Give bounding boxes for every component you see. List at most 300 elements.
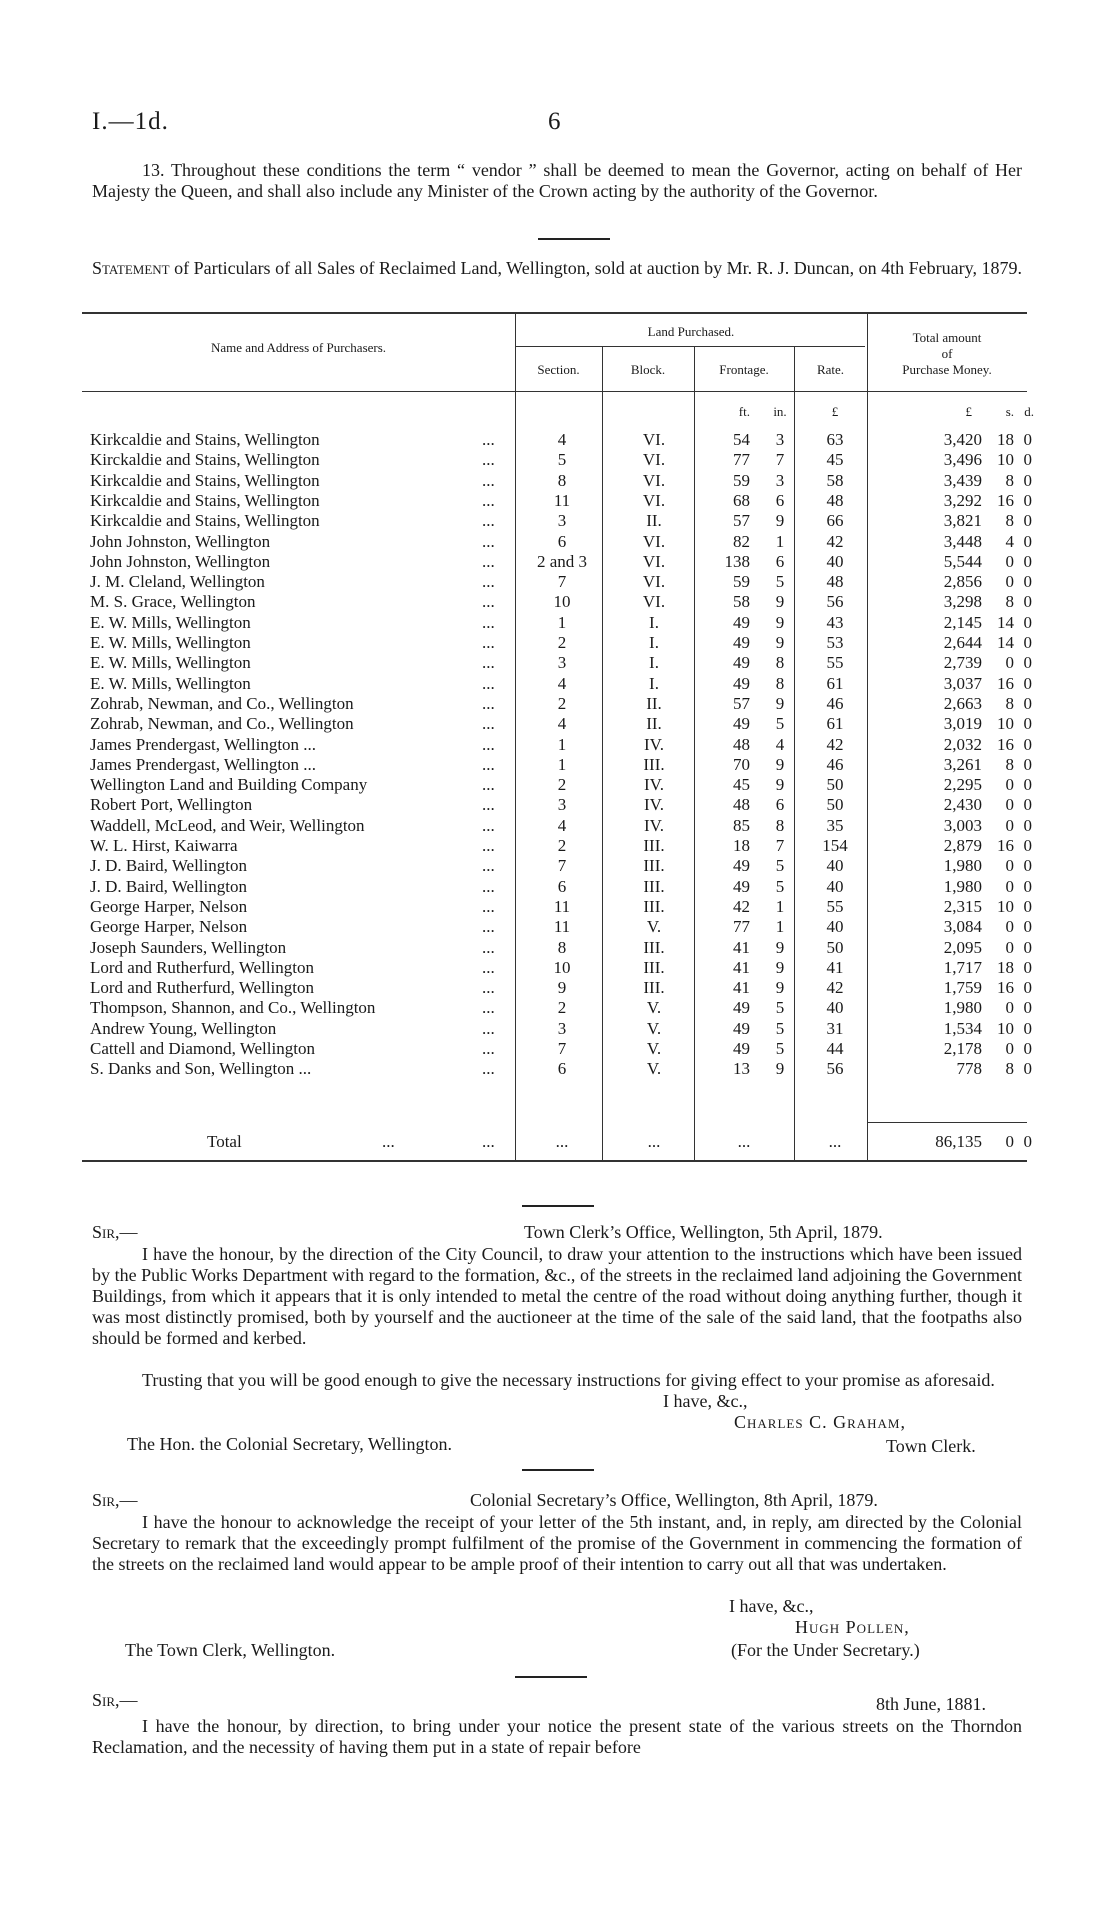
rate-cell: 40 (826, 856, 844, 876)
rate-cell: 48 (826, 572, 844, 592)
pence-cell: 0 (1023, 1018, 1032, 1038)
table-row (82, 714, 1032, 734)
table-row (82, 1018, 1032, 1039)
pence-cell: 0 (1023, 795, 1032, 815)
leader-dots: ... (482, 957, 495, 977)
frontage-ft-cell: 45 (733, 775, 750, 795)
frontage-ft-cell: 57 (733, 511, 750, 531)
frontage-in-cell: 8 (775, 673, 785, 693)
table-row (82, 693, 1032, 714)
table-row (82, 1039, 1032, 1059)
table-row (82, 775, 1032, 795)
pounds-cell: 1,980 (943, 876, 982, 896)
leader-dots: ... (482, 876, 495, 896)
table-row (82, 876, 1032, 897)
leader-dots: ... (482, 470, 495, 490)
frontage-ft-cell: 70 (733, 754, 750, 774)
block-cell: III. (643, 957, 665, 977)
block-cell: V. (646, 1018, 662, 1038)
table-row (82, 450, 1032, 470)
header-total-1: Total amount (912, 330, 982, 345)
block-cell: III. (643, 754, 665, 774)
leader-dots: ... (482, 531, 495, 551)
frontage-in-cell: 9 (775, 937, 785, 957)
leader-dots: ... (482, 673, 495, 693)
section-cell: 2 and 3 (536, 551, 588, 571)
shillings-cell: 0 (1005, 775, 1014, 795)
frontage-in-cell: 9 (775, 693, 785, 713)
rate-cell: 46 (826, 754, 844, 774)
leader-dots: ... (482, 714, 495, 734)
leader-dots: ... (482, 917, 495, 937)
letter3-date: 8th June, 1881. (876, 1694, 986, 1714)
pounds-cell: 3,821 (943, 511, 982, 531)
purchaser-name: J. D. Baird, Wellington (90, 856, 247, 876)
block-cell: III. (643, 836, 665, 855)
table-row (82, 815, 1032, 836)
letter3-salutation: Sir,— (92, 1690, 138, 1710)
frontage-ft-cell: 138 (724, 551, 750, 571)
header-bottom-rule (82, 391, 1027, 392)
section-cell: 2 (557, 775, 567, 795)
table-row (82, 592, 1032, 612)
rate-cell: 43 (826, 612, 844, 632)
shillings-cell: 0 (1005, 572, 1014, 592)
block-cell: V. (646, 1059, 662, 1079)
letter1-title: Town Clerk. (886, 1436, 976, 1456)
table-row (82, 511, 1032, 531)
block-cell: IV. (644, 734, 664, 754)
block-cell: III. (643, 896, 665, 916)
frontage-ft-cell: 49 (733, 714, 750, 734)
unit-in: in. (773, 404, 787, 419)
block-cell: III. (643, 978, 665, 998)
frontage-ft-cell: 42 (733, 896, 750, 916)
rate-cell: 44 (826, 1039, 844, 1058)
pence-cell: 0 (1023, 856, 1032, 876)
frontage-in-cell: 6 (775, 795, 785, 815)
leader-dots: ... (482, 1059, 495, 1079)
leader-dots: ... (482, 1018, 495, 1038)
leader-dots: ... (482, 1039, 495, 1058)
shillings-cell: 8 (1005, 1059, 1014, 1079)
pence-cell: 0 (1023, 673, 1032, 693)
purchaser-name: James Prendergast, Wellington ... (90, 754, 317, 774)
section-cell: 1 (557, 612, 567, 632)
header-frontage: Frontage. (719, 362, 769, 377)
pounds-cell: 3,003 (943, 815, 982, 835)
letter3-body: I have the honour, by direction, to bring under your notice the present state of the various streets on the Thorndon Reclamation, and the necessity of having them put in a state of repair before (92, 1716, 1022, 1757)
section-cell: 6 (557, 1059, 567, 1079)
frontage-ft-cell: 49 (733, 612, 750, 632)
letter1-body-2: Trusting that you will be good enough to give the necessary instructions for giving effect to your promise as aforesaid. (142, 1370, 995, 1390)
frontage-ft-cell: 41 (733, 957, 750, 977)
purchaser-name: Thompson, Shannon, and Co., Wellington (90, 998, 376, 1018)
pence-cell: 0 (1023, 653, 1032, 673)
pounds-cell: 3,496 (943, 450, 982, 470)
shillings-cell: 16 (997, 978, 1014, 998)
rate-cell: 40 (826, 917, 844, 937)
total-shillings: 0 (1005, 1132, 1014, 1151)
total-block-blank: ... (647, 1132, 661, 1151)
pounds-cell: 2,178 (943, 1039, 982, 1058)
pence-cell: 0 (1023, 937, 1032, 957)
table-row (82, 734, 1032, 755)
statement-title (92, 258, 1022, 279)
rate-cell: 55 (826, 896, 844, 916)
frontage-ft-cell: 49 (733, 856, 750, 876)
rate-cell: 40 (826, 876, 844, 896)
purchaser-name: Joseph Saunders, Wellington (90, 937, 287, 957)
unit-shillings: s. (1005, 404, 1014, 419)
frontage-in-cell: 4 (775, 734, 785, 754)
frontage-ft-cell: 49 (733, 653, 750, 673)
frontage-in-cell: 8 (775, 815, 785, 835)
pence-cell: 0 (1023, 1059, 1032, 1079)
letter2-signature: Hugh Pollen, (795, 1617, 910, 1637)
table-bottom-rule (82, 1160, 1027, 1162)
pence-cell: 0 (1023, 917, 1032, 937)
section-cell: 2 (557, 693, 567, 713)
section-cell: 11 (553, 490, 571, 510)
letter1-body: I have the honour, by the direction of the City Council, to draw your attention to the instructions which have been issued by the Public Works Department with regard to the formation, &c., of the streets in the reclaimed land adjoining the Government Buildings, from which it appears that it is only intended to metal the centre of the road without doing anything further, though it was most distinctly promised, both by yourself and the auctioneer at the time of the sale of the said land, that the footpaths also should be formed and kerbed. (92, 1244, 1022, 1348)
letter1-addressee: The Hon. the Colonial Secretary, Wellington. (127, 1434, 452, 1454)
frontage-in-cell: 1 (775, 896, 785, 916)
unit-pounds: £ (965, 404, 972, 419)
purchaser-name: Waddell, McLeod, and Weir, Wellington (90, 815, 365, 835)
total-pounds: 86,135 (935, 1132, 982, 1151)
section-cell: 4 (557, 673, 567, 693)
block-cell: VI. (642, 430, 666, 449)
shillings-cell: 0 (1005, 937, 1014, 957)
leader-dots: ... (482, 612, 495, 632)
header-total-2: of (941, 346, 953, 361)
rate-cell: 46 (826, 693, 844, 713)
rate-cell: 35 (826, 815, 844, 835)
divider (515, 1676, 587, 1678)
leader-dots: ... (482, 775, 495, 795)
section-cell: 3 (557, 511, 567, 531)
leader-dots: ... (482, 896, 495, 916)
divider (522, 1205, 594, 1207)
header-land: Land Purchased. (647, 324, 735, 339)
rate-cell: 50 (826, 937, 844, 957)
purchaser-name: Kirkcaldie and Stains, Wellington (90, 470, 320, 490)
rate-cell: 55 (826, 653, 844, 673)
purchaser-name: George Harper, Nelson (90, 917, 248, 937)
pounds-cell: 1,717 (943, 957, 982, 977)
frontage-in-cell: 7 (775, 836, 785, 855)
purchaser-name: J. D. Baird, Wellington (90, 876, 247, 896)
block-cell: I. (649, 653, 659, 673)
block-cell: VI. (642, 450, 666, 470)
section-cell: 4 (557, 430, 567, 449)
frontage-in-cell: 3 (775, 430, 785, 449)
purchaser-name: J. M. Cleland, Wellington (90, 572, 265, 592)
frontage-in-cell: 9 (775, 612, 785, 632)
rate-cell: 56 (826, 592, 844, 612)
total-frontage-blank: ... (737, 1132, 751, 1151)
pence-cell: 0 (1023, 775, 1032, 795)
pounds-cell: 2,644 (943, 633, 982, 652)
leader-dots: ... (482, 815, 495, 835)
leader-dots: ... (482, 592, 495, 612)
letter1-salutation: Sir,— (92, 1222, 138, 1242)
table-row (82, 754, 1032, 775)
unit-ft: ft. (738, 404, 750, 419)
pounds-cell: 1,534 (943, 1018, 982, 1038)
table-row (82, 856, 1032, 876)
frontage-in-cell: 7 (775, 450, 785, 470)
rate-cell: 56 (826, 1059, 844, 1079)
pounds-cell: 2,663 (943, 693, 982, 713)
leader-dots: ... (482, 754, 495, 774)
frontage-in-cell: 6 (775, 490, 785, 510)
leader-dots: ... (482, 734, 495, 754)
pounds-cell: 2,295 (943, 775, 982, 795)
shillings-cell: 18 (997, 430, 1014, 449)
pounds-cell: 5,544 (943, 551, 982, 571)
pence-cell: 0 (1023, 450, 1032, 470)
frontage-ft-cell: 77 (733, 917, 750, 937)
table-row (82, 795, 1032, 815)
pounds-cell: 2,315 (943, 896, 982, 916)
shillings-cell: 0 (1005, 1039, 1014, 1058)
shillings-cell: 0 (1005, 917, 1014, 937)
shillings-cell: 0 (1005, 795, 1014, 815)
rate-cell: 40 (826, 998, 844, 1018)
table-row (82, 896, 1032, 917)
pounds-cell: 778 (956, 1059, 982, 1079)
frontage-in-cell: 5 (775, 1018, 785, 1038)
pounds-cell: 3,420 (943, 430, 982, 449)
frontage-ft-cell: 49 (733, 876, 750, 896)
total-section-blank: ... (555, 1132, 569, 1151)
pence-cell: 0 (1023, 693, 1032, 713)
pounds-cell: 3,261 (943, 754, 982, 774)
pounds-cell: 2,145 (943, 612, 982, 632)
block-cell: VI. (642, 592, 666, 612)
page-number: 6 (548, 108, 561, 135)
block-cell: II. (646, 511, 662, 531)
rate-cell: 42 (826, 531, 844, 551)
shillings-cell: 10 (997, 714, 1014, 734)
rate-cell: 61 (826, 673, 844, 693)
document-reference: I.—1d. (92, 108, 169, 135)
shillings-cell: 0 (1005, 998, 1014, 1018)
total-rate-blank: ... (828, 1132, 842, 1151)
table-row (82, 937, 1032, 958)
table-row (82, 430, 1032, 450)
purchaser-name: E. W. Mills, Wellington (90, 673, 251, 693)
frontage-in-cell: 9 (775, 957, 785, 977)
frontage-in-cell: 9 (775, 978, 785, 998)
pence-cell: 0 (1023, 572, 1032, 592)
leader-dots: ... (482, 653, 495, 673)
letter1-closing: I have, &c., (663, 1391, 748, 1411)
frontage-ft-cell: 41 (733, 978, 750, 998)
block-cell: I. (649, 612, 659, 632)
pence-cell: 0 (1023, 998, 1032, 1018)
shillings-cell: 10 (997, 896, 1014, 916)
frontage-in-cell: 5 (775, 856, 785, 876)
frontage-ft-cell: 49 (733, 673, 750, 693)
block-cell: VI. (642, 572, 666, 592)
frontage-in-cell: 5 (775, 572, 785, 592)
shillings-cell: 16 (997, 734, 1014, 754)
pounds-cell: 3,019 (943, 714, 982, 734)
shillings-cell: 14 (997, 633, 1014, 652)
statement-text: of Particulars of all Sales of Reclaimed Land, Wellington, sold at auction by Mr. R. J. Duncan, on 4th February, 1879. (169, 258, 1022, 278)
letter2-salutation: Sir,— (92, 1490, 138, 1510)
frontage-in-cell: 9 (775, 775, 785, 795)
purchaser-name: E. W. Mills, Wellington (90, 612, 251, 632)
rate-cell: 31 (826, 1018, 844, 1038)
pence-cell: 0 (1023, 612, 1032, 632)
header-total-3: Purchase Money. (902, 362, 992, 377)
section-cell: 6 (557, 876, 567, 896)
table-row (82, 957, 1032, 978)
leader-dots: ... (482, 937, 495, 957)
table-row (82, 1059, 1032, 1079)
section-cell: 2 (557, 633, 567, 652)
pence-cell: 0 (1023, 815, 1032, 835)
shillings-cell: 4 (1005, 531, 1014, 551)
section-cell: 4 (557, 815, 567, 835)
pounds-cell: 3,448 (943, 531, 982, 551)
letter2-body: I have the honour to acknowledge the receipt of your letter of the 5th instant, and, in reply, am directed by the Colonial Secretary to remark that the exceedingly prompt fulfilment of the promise of the Government in commencing the formation of the streets on the reclaimed land would appear to be ample proof of their intention to carry out all that was undertaken. (92, 1512, 1022, 1574)
section-cell: 6 (557, 531, 567, 551)
block-cell: VI. (642, 490, 666, 510)
total-pence: 0 (1023, 1132, 1032, 1151)
pounds-cell: 3,439 (943, 470, 982, 490)
rate-cell: 41 (826, 957, 844, 977)
shillings-cell: 8 (1005, 754, 1014, 774)
pounds-cell: 2,856 (943, 572, 982, 592)
block-cell: III. (643, 856, 665, 876)
purchaser-name: Kirkcaldie and Stains, Wellington (90, 430, 320, 449)
frontage-ft-cell: 57 (733, 693, 750, 713)
frontage-in-cell: 5 (775, 998, 785, 1018)
block-cell: V. (646, 917, 662, 937)
pence-cell: 0 (1023, 957, 1032, 977)
leader-dots: ... (482, 795, 495, 815)
block-cell: II. (646, 714, 662, 734)
table-row (82, 917, 1032, 937)
block-cell: VI. (642, 551, 666, 571)
frontage-in-cell: 9 (775, 754, 785, 774)
section-cell: 3 (557, 653, 567, 673)
table-top-rule (82, 312, 1027, 314)
section-cell: 1 (557, 734, 567, 754)
frontage-ft-cell: 48 (733, 734, 750, 754)
shillings-cell: 14 (997, 612, 1014, 632)
section-cell: 10 (553, 592, 571, 612)
pence-cell: 0 (1023, 896, 1032, 916)
leader-dots: ... (482, 978, 495, 998)
rate-cell: 61 (826, 714, 844, 734)
rate-cell: 63 (826, 430, 844, 449)
pounds-cell: 3,084 (943, 917, 982, 937)
purchaser-name: Kirkcaldie and Stains, Wellington (90, 490, 320, 510)
table-row (82, 531, 1032, 552)
letter2-closing: I have, &c., (729, 1596, 814, 1616)
purchaser-name: E. W. Mills, Wellington (90, 653, 251, 673)
leader-dots: ... (482, 1132, 495, 1151)
shillings-cell: 16 (997, 490, 1014, 510)
table-row (82, 836, 1032, 856)
block-cell: IV. (644, 775, 664, 795)
leader-dots: ... (482, 998, 495, 1018)
purchaser-name: Zohrab, Newman, and Co., Wellington (90, 714, 354, 734)
unit-pence: d. (1024, 404, 1034, 419)
pence-cell: 0 (1023, 978, 1032, 998)
pence-cell: 0 (1023, 531, 1032, 551)
leader-dots: ... (482, 633, 495, 652)
rate-cell: 154 (822, 836, 848, 855)
shillings-cell: 10 (997, 1018, 1014, 1038)
frontage-in-cell: 9 (775, 633, 785, 652)
frontage-in-cell: 8 (775, 653, 785, 673)
table-row (82, 653, 1032, 673)
rate-cell: 66 (826, 511, 844, 531)
pounds-cell: 2,879 (943, 836, 982, 855)
frontage-ft-cell: 49 (733, 633, 750, 652)
rate-cell: 40 (826, 551, 844, 571)
rate-cell: 45 (826, 450, 844, 470)
rate-cell: 42 (826, 978, 844, 998)
purchaser-name: Wellington Land and Building Company (90, 775, 368, 795)
rate-cell: 42 (826, 734, 844, 754)
header-rate: Rate. (816, 362, 845, 377)
frontage-ft-cell: 13 (733, 1059, 750, 1079)
purchaser-name: James Prendergast, Wellington ... (90, 734, 317, 754)
frontage-in-cell: 5 (775, 876, 785, 896)
block-cell: II. (646, 693, 662, 713)
pounds-cell: 3,292 (943, 490, 982, 510)
shillings-cell: 8 (1005, 511, 1014, 531)
section-cell: 8 (557, 470, 567, 490)
frontage-ft-cell: 85 (733, 815, 750, 835)
header-block: Block. (630, 362, 666, 377)
table-row (82, 572, 1032, 592)
shillings-cell: 8 (1005, 693, 1014, 713)
rate-cell: 48 (826, 490, 844, 510)
section-cell: 2 (557, 836, 567, 855)
frontage-ft-cell: 49 (733, 998, 750, 1018)
frontage-ft-cell: 68 (733, 490, 750, 510)
statement-lead: Statement (92, 258, 170, 278)
pence-cell: 0 (1023, 734, 1032, 754)
pounds-cell: 1,980 (943, 998, 982, 1018)
pence-cell: 0 (1023, 876, 1032, 896)
leader-dots: ... (482, 572, 495, 592)
frontage-in-cell: 9 (775, 592, 785, 612)
block-cell: VI. (642, 531, 666, 551)
frontage-in-cell: 1 (775, 917, 785, 937)
block-cell: III. (643, 937, 665, 957)
section-cell: 4 (557, 714, 567, 734)
block-cell: IV. (644, 815, 664, 835)
rate-cell: 50 (826, 775, 844, 795)
leader-dots: ... (482, 511, 495, 531)
table-row (82, 673, 1032, 694)
pounds-cell: 2,739 (943, 653, 982, 673)
pence-cell: 0 (1023, 754, 1032, 774)
leader-dots: ... (482, 693, 495, 713)
pounds-cell: 2,430 (943, 795, 982, 815)
table-row (82, 470, 1032, 491)
